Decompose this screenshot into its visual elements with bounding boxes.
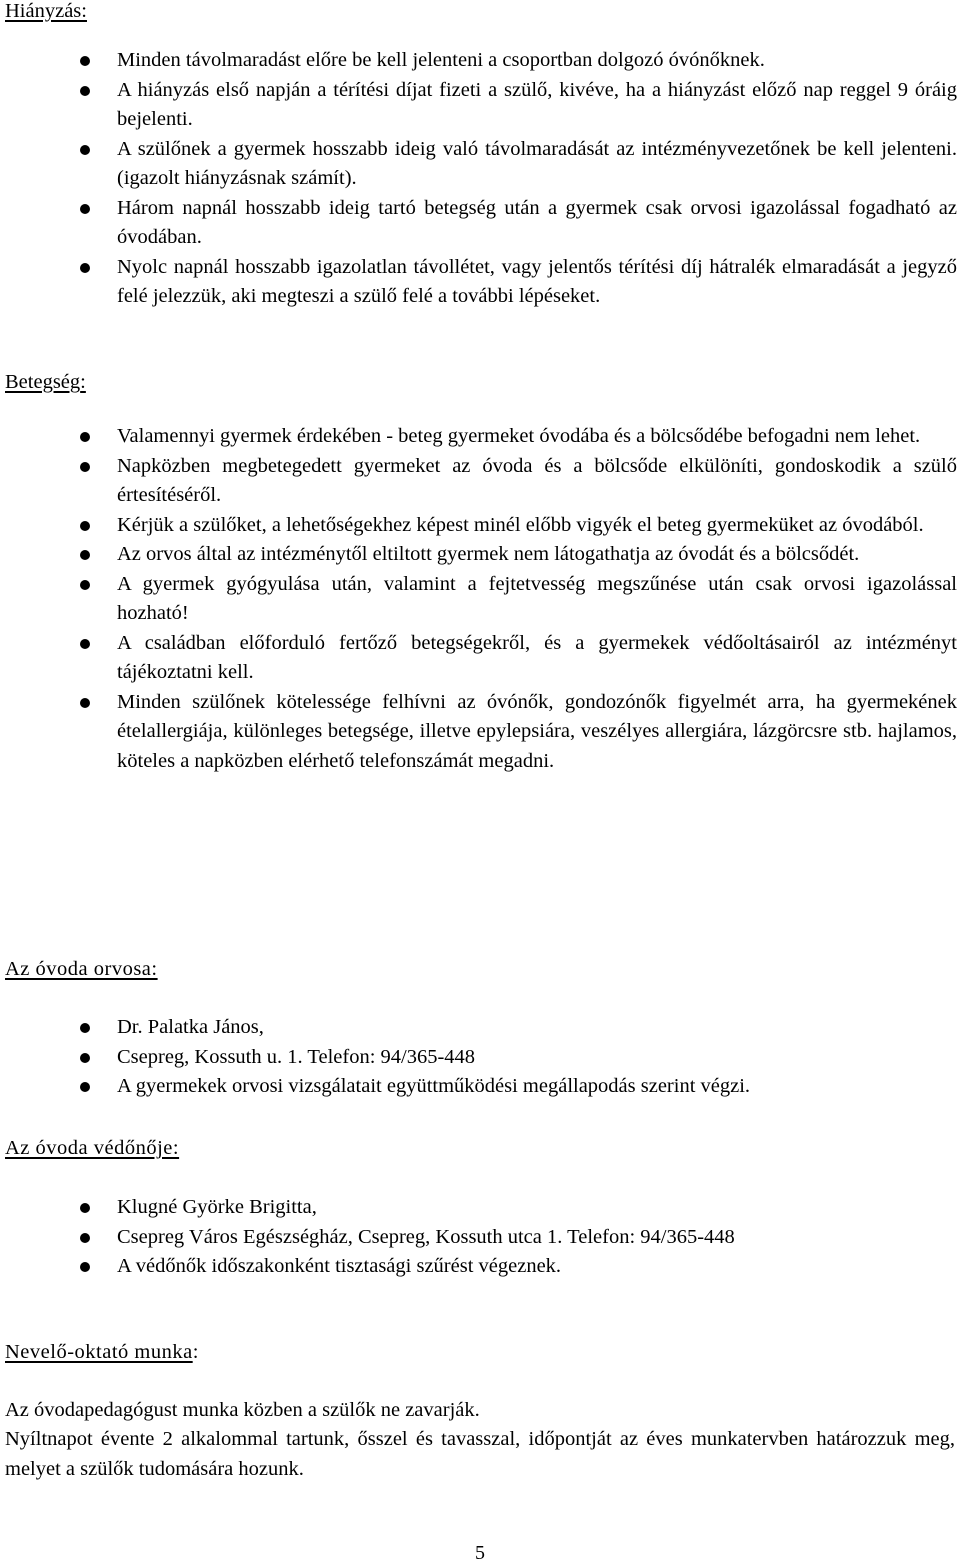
list-item: A gyermekek orvosi vizsgálatait együttműködési megállapodás szerint végzi.: [0, 1072, 957, 1102]
list-item: Három napnál hosszabb ideig tartó betegség után a gyermek csak orvosi igazolással fogadható az óvodában.: [0, 194, 957, 253]
list-item: Valamennyi gyermek érdekében - beteg gyermeket óvodába és a bölcsődébe befogadni nem lehet.: [0, 422, 957, 452]
list-item: Kérjük a szülőket, a lehetőségekhez képest minél előbb vigyék el beteg gyermeküket az óvodából.: [0, 511, 957, 541]
page-number: 5: [475, 1542, 485, 1564]
list-item: Klugné Györke Brigitta,: [0, 1193, 957, 1223]
list-item: A védőnők időszakonként tisztasági szűrést végeznek.: [0, 1252, 957, 1282]
list-item: Napközben megbetegedett gyermeket az óvoda és a bölcsőde elkülöníti, gondoskodik a szülő értesítéséről.: [0, 452, 957, 511]
section-heading-hianyzas: Hiányzás:: [5, 0, 87, 22]
list-item: A szülőnek a gyermek hosszabb ideig való távolmaradását az intézményvezetőnek be kell jelenteni. (igazolt hiányzásnak számít).: [0, 135, 957, 194]
list-betegseg: [0, 422, 957, 776]
list-item: Csepreg, Kossuth u. 1. Telefon: 94/365-448: [0, 1043, 957, 1073]
list-hianyzas: [0, 46, 957, 312]
list-vedono: [0, 1193, 957, 1282]
list-item: Dr. Palatka János,: [0, 1013, 957, 1043]
section-heading-betegseg: Betegség:: [5, 371, 86, 393]
list-item: Az orvos által az intézménytől eltiltott gyermek nem látogathatja az óvodát és a bölcsődét.: [0, 540, 957, 570]
section-heading-nevelo: Nevelő-oktató munka:: [5, 1341, 199, 1363]
section-heading-vedono: Az óvoda védőnője:: [5, 1137, 180, 1159]
list-orvos: [0, 1013, 957, 1102]
list-item: Nyolc napnál hosszabb igazolatlan távollétet, vagy jelentős térítési díj hátralék elmaradását a jegyző felé jelezzük, aki megteszi a szülő felé a további lépéseket.: [0, 253, 957, 312]
list-item: A családban előforduló fertőző betegségekről, és a gyermekek védőoltásairól az intézményt tájékoztatni kell.: [0, 629, 957, 688]
list-item: Minden távolmaradást előre be kell jelenteni a csoportban dolgozó óvónőknek.: [0, 46, 957, 76]
list-item: A hiányzás első napján a térítési díjat fizeti a szülő, kivéve, ha a hiányzást előző nap reggel 9 óráig bejelenti.: [0, 76, 957, 135]
list-item: Csepreg Város Egészségház, Csepreg, Kossuth utca 1. Telefon: 94/365-448: [0, 1223, 957, 1253]
paragraph: Az óvodapedagógust munka közben a szülők ne zavarják.: [5, 1399, 480, 1421]
list-item: A gyermek gyógyulása után, valamint a fejtetvesség megszűnése után csak orvosi igazolással hozható!: [0, 570, 957, 629]
section-heading-orvos: Az óvoda orvosa:: [5, 958, 158, 980]
paragraph: Nyíltnapot évente 2 alkalommal tartunk, ősszel és tavasszal, időpontját az éves munkatervben határozzuk meg, melyet a szülők tudomására hozunk.: [5, 1428, 955, 1480]
list-item: Minden szülőnek kötelessége felhívni az óvónők, gondozónők figyelmét arra, ha gyermekének ételallergiája, különleges betegsége, illetve epylepsiára, veszélyes allergiára, lázgörcsre stb. hajlamos, köteles a napközben elérhető telefonszámát megadni.: [0, 688, 957, 777]
